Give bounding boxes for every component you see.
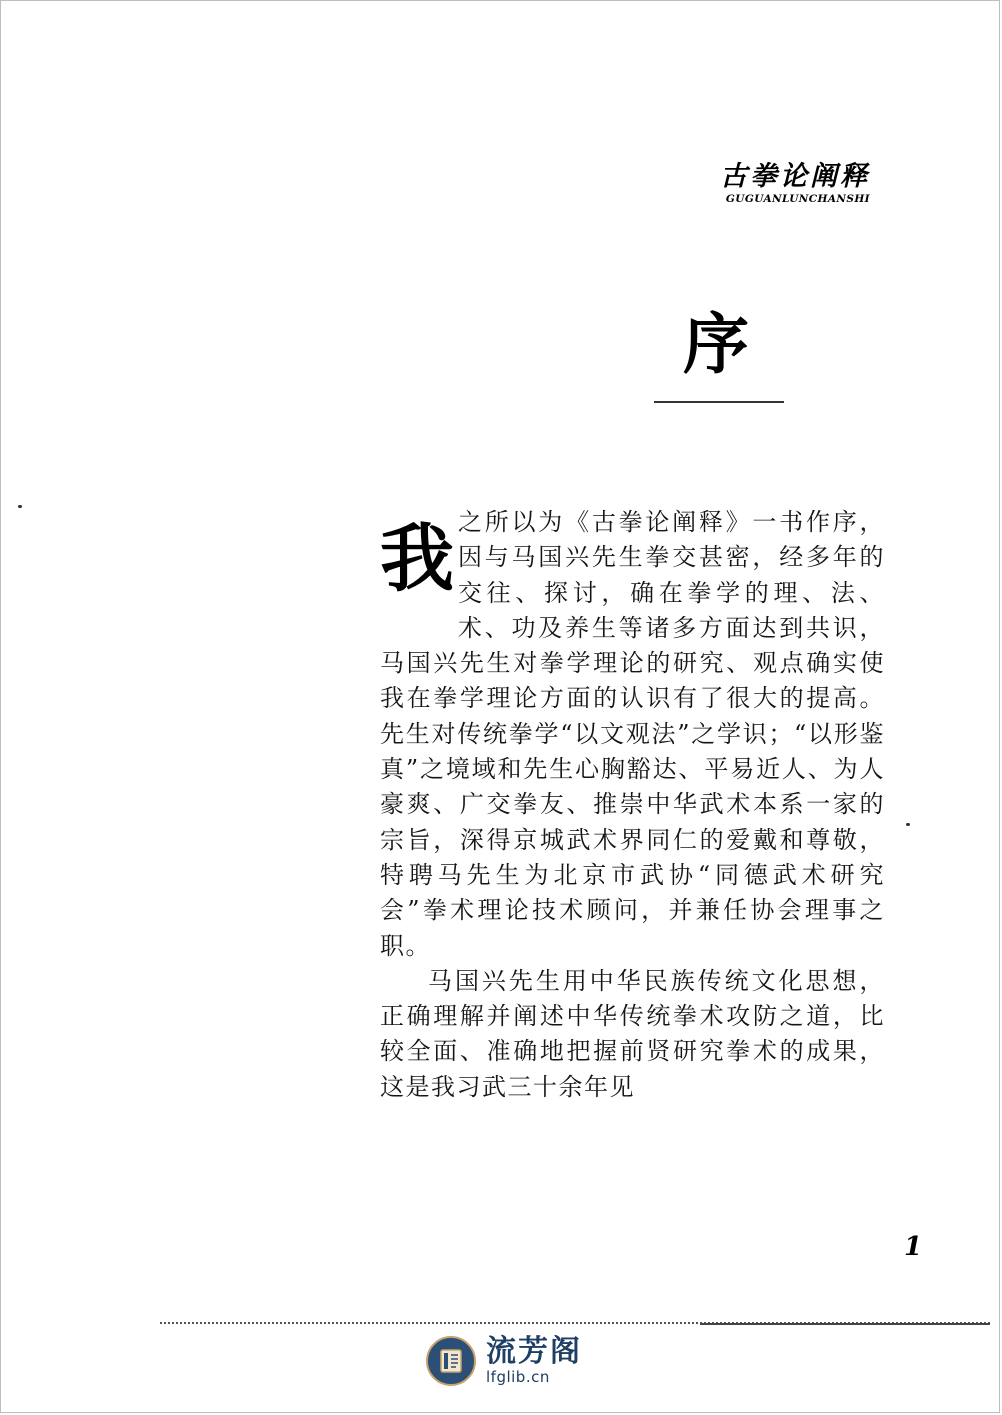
title-underline bbox=[654, 401, 784, 403]
book-icon bbox=[426, 1336, 476, 1386]
paragraph: 之所以为《古拳论阐释》一书作序，因与马国兴先生拳交甚密，经多年的交往、探讨，确在拳学的理、法、术、功及养生等诸多方面达到共识，马国兴先生对拳学理论的研究、观点确实使我在拳学理论方面的认识有了很大的提高。先生对传统拳学“以文观法”之学识；“以形鉴真”之境域和先生心胸豁达、平易近人、为人豪爽、广交拳友、推崇中华武术本系一家的宗旨，深得京城武术界同仁的爱戴和尊敬，特聘马先生为北京市武协“同德武术研究会”拳术理论技术顾问，并兼任协会理事之职。 bbox=[380, 508, 885, 960]
watermark-url: lfglib.cn bbox=[486, 1368, 550, 1386]
book-title-pinyin: GUGUANLUNCHANSHI bbox=[725, 193, 870, 205]
site-watermark bbox=[426, 1334, 582, 1388]
page-number: 1 bbox=[904, 1232, 923, 1262]
paragraph: 马国兴先生用中华民族传统文化思想，正确理解并阐述中华传统拳术攻防之道，比较全面、准确地把握前贤研究拳术的成果，这是我习武三十余年见 bbox=[380, 966, 885, 1101]
drop-cap: 我 bbox=[380, 516, 456, 602]
body-text bbox=[380, 505, 885, 1105]
section-title: 序 bbox=[683, 306, 749, 383]
scan-speck bbox=[18, 505, 22, 508]
watermark-name: 流芳阁 bbox=[486, 1334, 582, 1369]
scan-speck bbox=[906, 823, 910, 826]
footer-solid-rule bbox=[700, 1323, 990, 1325]
book-title: 古拳论阐释 bbox=[720, 161, 870, 192]
running-header bbox=[720, 160, 870, 206]
